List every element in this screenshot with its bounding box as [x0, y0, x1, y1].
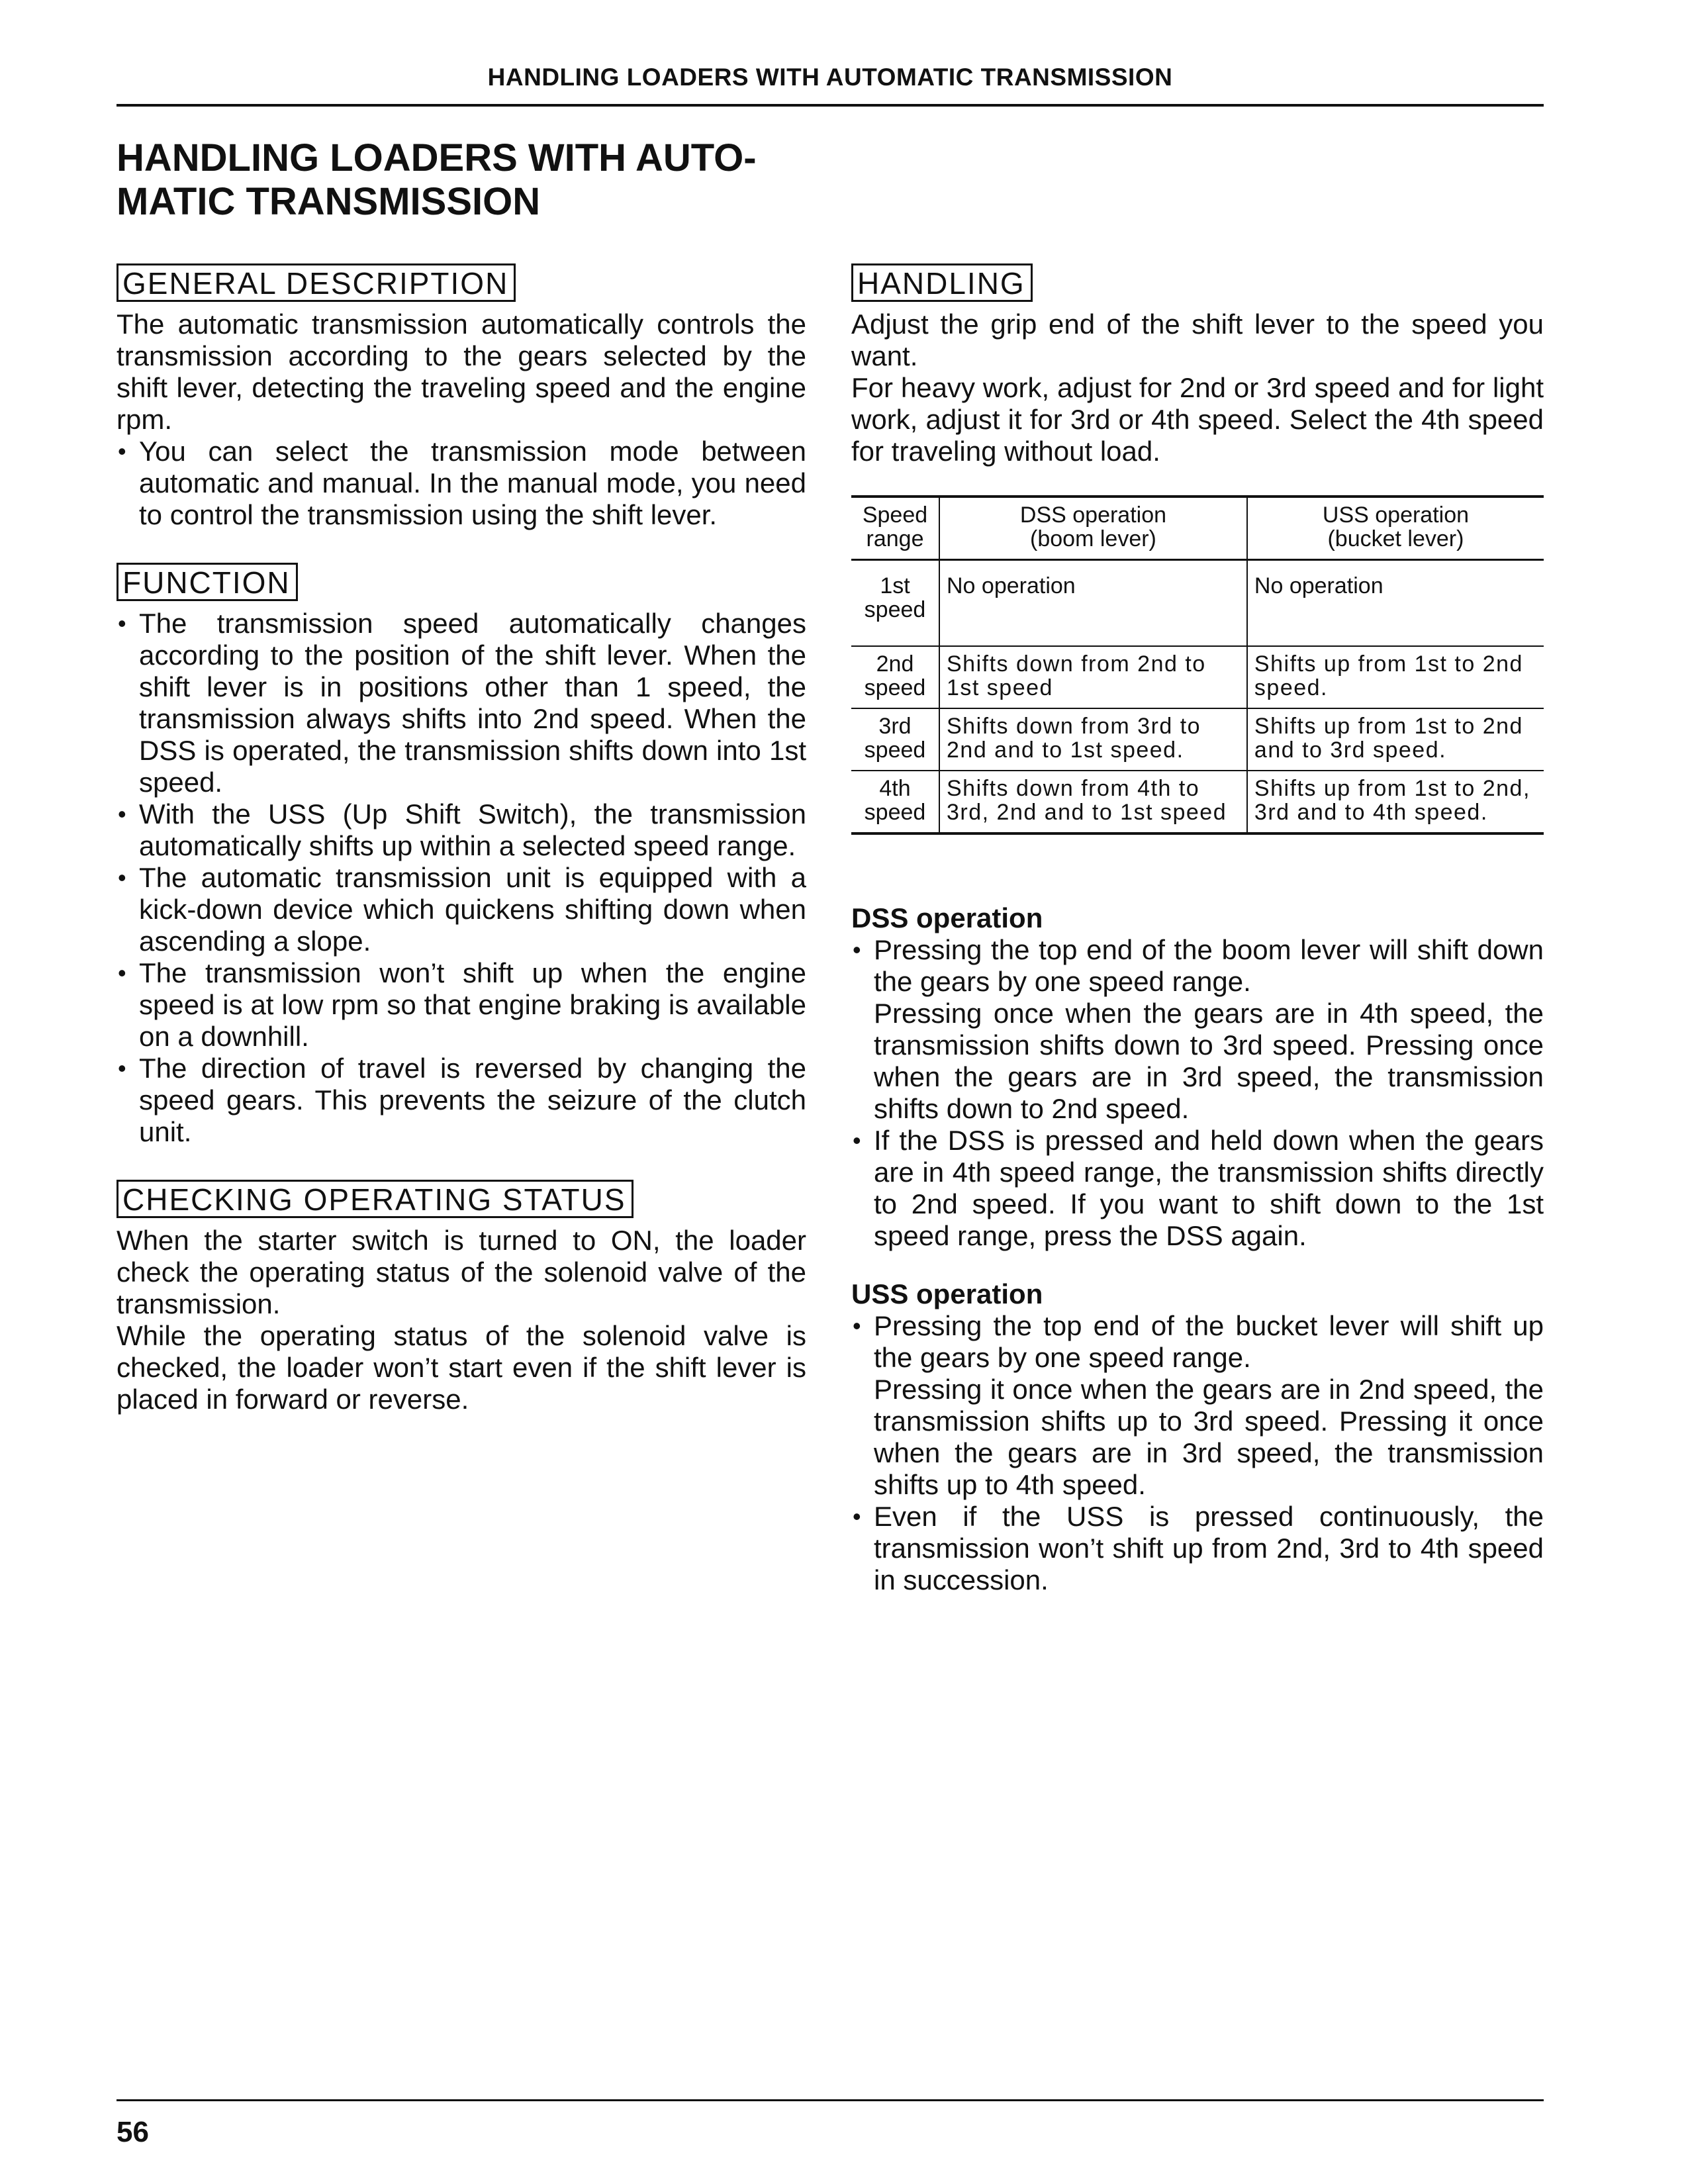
- left-column: [117, 263, 806, 1415]
- table-cell-range: 4th speed: [864, 776, 926, 825]
- column-header-dss: DSS operation (boom lever): [939, 497, 1247, 560]
- table-row: [851, 560, 1544, 647]
- list-item: • Pressing the top end of the boom lever will shift down the gears by one speed range. Pressing once when the gears are in 4th speed, the transmission shifts down to 3rd speed. Pressing once when the gears are in 3rd speed, the transmission shifts down to 2nd speed.: [851, 934, 1544, 1125]
- uss-operation-heading: USS operation: [851, 1278, 1043, 1309]
- list-item: • The transmission won’t shift up when the engine speed is at low rpm so that engine braking is available on a downhill.: [117, 957, 806, 1053]
- table-cell-range: 3rd speed: [864, 714, 926, 763]
- function-list: [117, 608, 806, 1148]
- checking-status-text-2: While the operating status of the solenoid valve is checked, the loader won’t start even if the shift lever is placed in forward or reverse.: [117, 1320, 806, 1415]
- dss-operation-heading: DSS operation: [851, 902, 1043, 933]
- list-item: • Even if the USS is pressed continuously, the transmission won’t shift up from 2nd, 3rd to 4th speed in succession.: [851, 1501, 1544, 1596]
- list-item-detail: Pressing it once when the gears are in 2nd speed, the transmission shifts up to 3rd speed. Pressing it once when the gears are in 3rd speed, the transmission shifts up to 4th speed.: [874, 1374, 1544, 1500]
- table-header-row: [851, 497, 1544, 560]
- table-row: [851, 646, 1544, 708]
- list-item: • You can select the transmission mode between automatic and manual. In the manual mode, you need to control the transmission using the shift lever.: [117, 436, 806, 531]
- list-item: • With the USS (Up Shift Switch), the transmission automatically shifts up within a selected speed range.: [117, 798, 806, 862]
- page-title-line1: HANDLING LOADERS WITH AUTO-: [117, 136, 757, 179]
- handling-text-1: Adjust the grip end of the shift lever to the speed you want.: [851, 309, 1544, 371]
- page-title: [117, 136, 858, 224]
- list-item-detail: Pressing once when the gears are in 4th speed, the transmission shifts down to 3rd speed. Pressing once when the gears are in 3rd speed, the transmission shifts down to 2nd speed.: [874, 998, 1544, 1124]
- handling-text-2: For heavy work, adjust for 2nd or 3rd speed and for light work, adjust it for 3rd or 4th speed. Select the 4th speed for traveling without load.: [851, 372, 1544, 467]
- column-header-speed-range: Speed range: [851, 497, 939, 560]
- table-cell-range: 2nd speed: [864, 651, 926, 700]
- table-cell-dss: Shifts down from 4th to 3rd, 2nd and to 1st speed: [939, 771, 1247, 833]
- table-cell-dss: Shifts down from 2nd to 1st speed: [939, 646, 1247, 708]
- list-item: • The automatic transmission unit is equipped with a kick-down device which quickens shifting down when ascending a slope.: [117, 862, 806, 957]
- table-cell-range: 1st speed: [864, 573, 926, 622]
- function-heading: FUNCTION: [117, 563, 298, 601]
- dss-operation-list: [851, 934, 1544, 1252]
- page-number: 56: [117, 2116, 149, 2148]
- list-item: • Pressing the top end of the bucket lever will shift up the gears by one speed range. Pressing it once when the gears are in 2nd speed, the transmission shifts up to 3rd speed. Pressing it once when the gears are in 3rd speed, the transmission shifts up to 4th speed.: [851, 1310, 1544, 1501]
- table-row: [851, 771, 1544, 833]
- running-header: HANDLING LOADERS WITH AUTOMATIC TRANSMISSION: [487, 64, 1173, 91]
- table-cell-uss: No operation: [1247, 560, 1544, 647]
- table-cell-uss: Shifts up from 1st to 2nd, 3rd and to 4th speed.: [1247, 771, 1544, 833]
- column-header-uss: USS operation (bucket lever): [1247, 497, 1544, 560]
- checking-status-text-1: When the starter switch is turned to ON, the loader check the operating status of the solenoid valve of the transmission.: [117, 1225, 806, 1319]
- speed-range-table: [851, 495, 1544, 835]
- table-cell-uss: Shifts up from 1st to 2nd speed.: [1247, 646, 1544, 708]
- table-cell-dss: No operation: [939, 560, 1247, 647]
- header-rule: [117, 104, 1544, 107]
- list-item: • If the DSS is pressed and held down when the gears are in 4th speed range, the transmission shifts directly to 2nd speed. If you want to shift down to the 1st speed range, press the DSS again.: [851, 1125, 1544, 1252]
- right-column: [851, 263, 1544, 1596]
- handling-heading: HANDLING: [851, 263, 1033, 302]
- page-title-line2: MATIC TRANSMISSION: [117, 180, 541, 223]
- table-row: [851, 708, 1544, 771]
- uss-operation-list: [851, 1310, 1544, 1596]
- checking-status-heading: CHECKING OPERATING STATUS: [117, 1180, 633, 1218]
- general-description-heading: GENERAL DESCRIPTION: [117, 263, 516, 302]
- footer-rule: [117, 2099, 1544, 2101]
- list-item: • The direction of travel is reversed by changing the speed gears. This prevents the seizure of the clutch unit.: [117, 1053, 806, 1148]
- list-item: • The transmission speed automatically changes according to the position of the shift lever. When the shift lever is in positions other than 1 speed, the transmission always shifts into 2nd speed. When the DSS is operated, the transmission shifts down into 1st speed.: [117, 608, 806, 798]
- table-cell-dss: Shifts down from 3rd to 2nd and to 1st speed.: [939, 708, 1247, 771]
- general-description-list: [117, 436, 806, 531]
- general-description-text: The automatic transmission automatically controls the transmission according to the gears selected by the shift lever, detecting the traveling speed and the engine rpm.: [117, 309, 806, 435]
- table-cell-uss: Shifts up from 1st to 2nd and to 3rd speed.: [1247, 708, 1544, 771]
